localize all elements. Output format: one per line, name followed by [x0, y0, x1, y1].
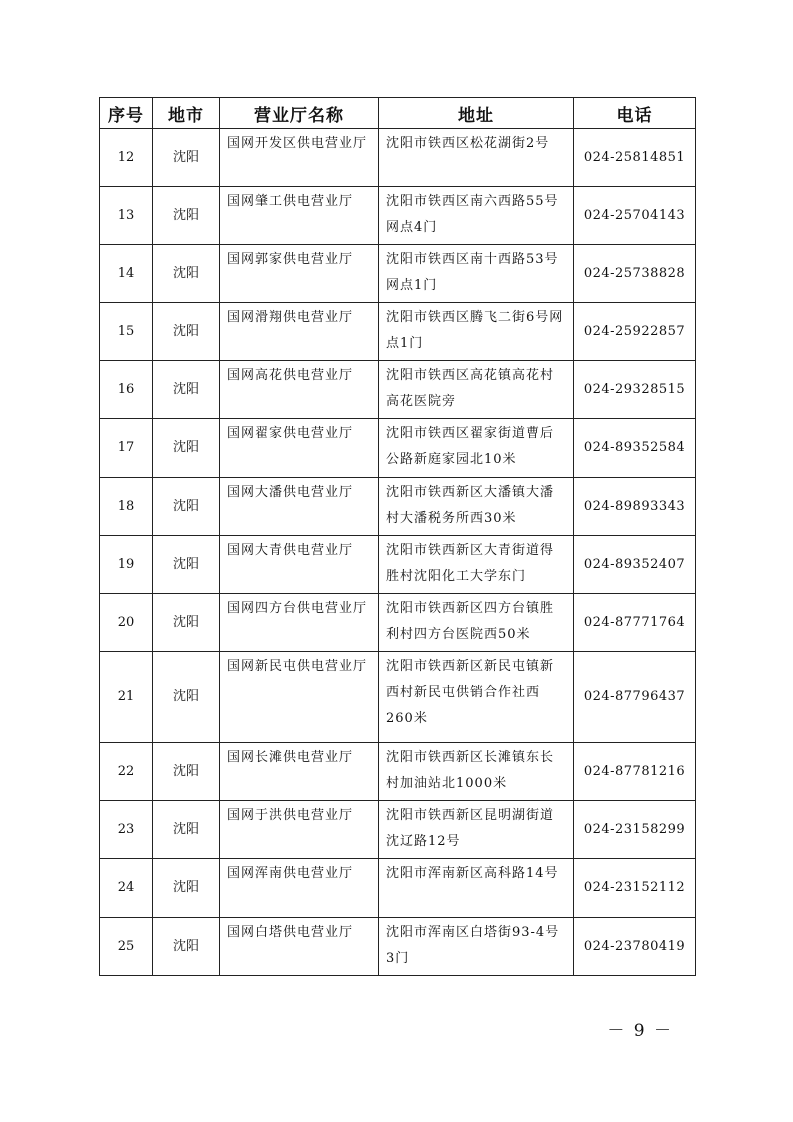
cell-serial-number: 16 — [100, 361, 153, 419]
cell-address: 沈阳市浑南新区高科路14号 — [379, 859, 574, 918]
cell-address: 沈阳市铁西区南十西路53号网点1门 — [379, 245, 574, 303]
cell-address: 沈阳市铁西区高花镇高花村高花医院旁 — [379, 361, 574, 419]
cell-hall-name: 国网长滩供电营业厅 — [220, 743, 379, 801]
cell-phone: 024-87771764 — [574, 594, 696, 652]
header-hall-name: 营业厅名称 — [220, 98, 379, 129]
cell-address: 沈阳市铁西新区大潘镇大潘村大潘税务所西30米 — [379, 478, 574, 536]
cell-phone: 024-87781216 — [574, 743, 696, 801]
cell-phone: 024-89352407 — [574, 536, 696, 594]
cell-phone: 024-23158299 — [574, 801, 696, 859]
cell-address: 沈阳市铁西新区四方台镇胜利村四方台医院西50米 — [379, 594, 574, 652]
cell-hall-name: 国网滑翔供电营业厅 — [220, 303, 379, 361]
header-row — [100, 98, 696, 129]
cell-city: 沈阳 — [153, 652, 220, 743]
cell-address: 沈阳市铁西新区大青街道得胜村沈阳化工大学东门 — [379, 536, 574, 594]
cell-city: 沈阳 — [153, 743, 220, 801]
cell-serial-number: 15 — [100, 303, 153, 361]
cell-serial-number: 22 — [100, 743, 153, 801]
cell-city: 沈阳 — [153, 361, 220, 419]
table-row — [100, 801, 696, 859]
cell-city: 沈阳 — [153, 918, 220, 976]
cell-city: 沈阳 — [153, 478, 220, 536]
table-row — [100, 419, 696, 478]
cell-city: 沈阳 — [153, 187, 220, 245]
cell-address: 沈阳市铁西新区长滩镇东长村加油站北1000米 — [379, 743, 574, 801]
cell-phone: 024-25738828 — [574, 245, 696, 303]
cell-serial-number: 18 — [100, 478, 153, 536]
cell-serial-number: 13 — [100, 187, 153, 245]
cell-hall-name: 国网四方台供电营业厅 — [220, 594, 379, 652]
cell-phone: 024-89352584 — [574, 419, 696, 478]
cell-address: 沈阳市浑南区白塔街93-4号3门 — [379, 918, 574, 976]
table-row — [100, 187, 696, 245]
cell-address: 沈阳市铁西新区新民屯镇新西村新民屯供销合作社西260米 — [379, 652, 574, 743]
table-row — [100, 918, 696, 976]
table-row — [100, 594, 696, 652]
table-header — [100, 98, 696, 129]
cell-serial-number: 25 — [100, 918, 153, 976]
cell-serial-number: 24 — [100, 859, 153, 918]
cell-hall-name: 国网高花供电营业厅 — [220, 361, 379, 419]
cell-city: 沈阳 — [153, 594, 220, 652]
cell-serial-number: 20 — [100, 594, 153, 652]
cell-phone: 024-87796437 — [574, 652, 696, 743]
cell-address: 沈阳市铁西区松花湖街2号 — [379, 129, 574, 187]
cell-address: 沈阳市铁西区南六西路55号网点4门 — [379, 187, 574, 245]
cell-city: 沈阳 — [153, 536, 220, 594]
table-row — [100, 743, 696, 801]
table-row — [100, 245, 696, 303]
table-row — [100, 478, 696, 536]
cell-hall-name: 国网肇工供电营业厅 — [220, 187, 379, 245]
service-hall-table — [99, 97, 696, 976]
table-row — [100, 361, 696, 419]
header-address: 地址 — [379, 98, 574, 129]
table-row — [100, 536, 696, 594]
cell-city: 沈阳 — [153, 859, 220, 918]
cell-hall-name: 国网大青供电营业厅 — [220, 536, 379, 594]
header-serial-number: 序号 — [100, 98, 153, 129]
cell-serial-number: 19 — [100, 536, 153, 594]
cell-hall-name: 国网大潘供电营业厅 — [220, 478, 379, 536]
cell-serial-number: 21 — [100, 652, 153, 743]
cell-phone: 024-25704143 — [574, 187, 696, 245]
cell-city: 沈阳 — [153, 419, 220, 478]
cell-phone: 024-29328515 — [574, 361, 696, 419]
cell-city: 沈阳 — [153, 245, 220, 303]
cell-phone: 024-89893343 — [574, 478, 696, 536]
cell-city: 沈阳 — [153, 801, 220, 859]
cell-phone: 024-23152112 — [574, 859, 696, 918]
cell-address: 沈阳市铁西新区昆明湖街道沈辽路12号 — [379, 801, 574, 859]
table-row — [100, 129, 696, 187]
cell-serial-number: 23 — [100, 801, 153, 859]
cell-hall-name: 国网新民屯供电营业厅 — [220, 652, 379, 743]
table-body — [100, 129, 696, 976]
cell-hall-name: 国网开发区供电营业厅 — [220, 129, 379, 187]
header-phone: 电话 — [574, 98, 696, 129]
table-row — [100, 652, 696, 743]
cell-address: 沈阳市铁西区腾飞二街6号网点1门 — [379, 303, 574, 361]
table-row — [100, 859, 696, 918]
cell-hall-name: 国网白塔供电营业厅 — [220, 918, 379, 976]
page-number: － 9 － — [607, 1021, 673, 1041]
cell-phone: 024-25814851 — [574, 129, 696, 187]
cell-hall-name: 国网浑南供电营业厅 — [220, 859, 379, 918]
table-row — [100, 303, 696, 361]
cell-hall-name: 国网郭家供电营业厅 — [220, 245, 379, 303]
header-city: 地市 — [153, 98, 220, 129]
cell-city: 沈阳 — [153, 129, 220, 187]
cell-phone: 024-23780419 — [574, 918, 696, 976]
cell-serial-number: 17 — [100, 419, 153, 478]
cell-address: 沈阳市铁西区翟家街道曹后公路新庭家园北10米 — [379, 419, 574, 478]
cell-phone: 024-25922857 — [574, 303, 696, 361]
cell-serial-number: 14 — [100, 245, 153, 303]
cell-serial-number: 12 — [100, 129, 153, 187]
cell-city: 沈阳 — [153, 303, 220, 361]
cell-hall-name: 国网于洪供电营业厅 — [220, 801, 379, 859]
cell-hall-name: 国网翟家供电营业厅 — [220, 419, 379, 478]
